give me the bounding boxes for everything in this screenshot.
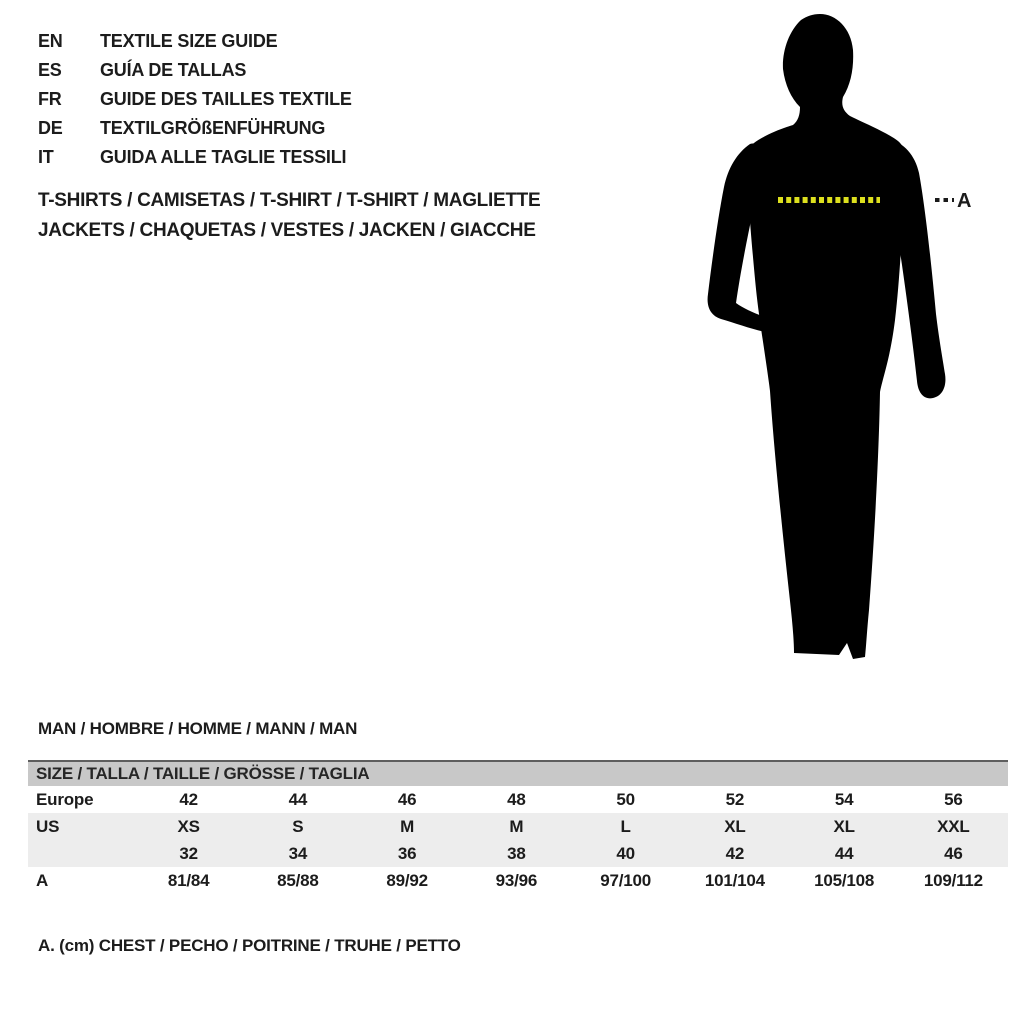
size-cell: L xyxy=(571,813,680,840)
language-code: IT xyxy=(38,147,54,167)
size-cell: 93/96 xyxy=(495,870,538,890)
row-label xyxy=(28,840,134,867)
man-silhouette-svg xyxy=(690,8,980,668)
size-cell: 89/92 xyxy=(386,870,428,890)
size-cell: M xyxy=(462,813,571,840)
size-cell: XXL xyxy=(899,813,1008,840)
category-line-tshirts: T-SHIRTS / CAMISETAS / T-SHIRT / T-SHIRT / MAGLIETTE xyxy=(38,190,541,211)
table-row-chest-a xyxy=(28,867,1008,894)
size-cell: 81/84 xyxy=(167,870,210,890)
language-row xyxy=(38,27,352,56)
size-table-header-row xyxy=(28,761,1008,786)
size-cell: 40 xyxy=(571,840,680,867)
row-label: Europe xyxy=(36,789,94,809)
size-cell: 44 xyxy=(288,789,308,809)
category-lines xyxy=(38,186,540,246)
section-title-man: MAN / HOMBRE / HOMME / MANN / MAN xyxy=(38,719,358,738)
category-line-jackets: JACKETS / CHAQUETAS / VESTES / JACKEN / GIACCHE xyxy=(38,220,536,241)
size-cell: 105/108 xyxy=(814,870,875,890)
language-code: EN xyxy=(38,31,63,51)
size-cell: 44 xyxy=(790,840,899,867)
size-cell: 54 xyxy=(834,789,854,809)
language-row xyxy=(38,143,352,172)
size-table-header: SIZE / TALLA / TAILLE / GRÖSSE / TAGLIA xyxy=(28,761,1008,786)
size-cell: 34 xyxy=(243,840,352,867)
row-label: US xyxy=(28,813,134,840)
size-cell: 50 xyxy=(616,789,635,809)
size-cell: 109/112 xyxy=(923,870,983,890)
size-cell: M xyxy=(353,813,462,840)
language-label: GUIDA ALLE TAGLIE TESSILI xyxy=(100,147,347,167)
man-silhouette-figure xyxy=(690,8,980,668)
language-row xyxy=(38,56,352,85)
table-row-europe xyxy=(28,786,1008,813)
size-cell: 101/104 xyxy=(704,870,765,890)
footnote-chest-measurement: A. (cm) CHEST / PECHO / POITRINE / TRUHE / PETTO xyxy=(38,936,461,955)
size-table xyxy=(28,760,1008,894)
language-code: FR xyxy=(38,89,62,109)
size-cell: XL xyxy=(790,813,899,840)
language-label: GUIDE DES TAILLES TEXTILE xyxy=(100,89,352,109)
size-cell: XL xyxy=(680,813,789,840)
measure-label-a: A xyxy=(957,190,972,212)
language-guide-list xyxy=(38,27,352,172)
size-cell: 46 xyxy=(397,789,417,809)
size-cell: XS xyxy=(134,813,243,840)
size-cell: 85/88 xyxy=(277,870,319,890)
language-row xyxy=(38,85,352,114)
row-label: A xyxy=(36,870,49,890)
size-cell: 36 xyxy=(353,840,462,867)
size-cell: 38 xyxy=(462,840,571,867)
size-cell: 42 xyxy=(680,840,789,867)
language-row xyxy=(38,114,352,143)
language-label: GUÍA DE TALLAS xyxy=(100,60,247,80)
size-cell: 32 xyxy=(134,840,243,867)
size-cell: 48 xyxy=(507,789,526,809)
language-code: DE xyxy=(38,118,63,138)
size-cell: 97/100 xyxy=(600,870,652,890)
size-cell: 42 xyxy=(179,789,198,809)
size-cell: 52 xyxy=(725,789,745,809)
language-label: TEXTILGRÖßENFÜHRUNG xyxy=(100,118,326,138)
size-cell: 56 xyxy=(944,789,963,809)
table-row-alt-sizes xyxy=(28,840,1008,867)
size-cell: 46 xyxy=(899,840,1008,867)
table-row-us xyxy=(28,813,1008,840)
language-label: TEXTILE SIZE GUIDE xyxy=(100,31,278,51)
man-body-path xyxy=(746,14,905,659)
language-code: ES xyxy=(38,60,62,80)
size-cell: S xyxy=(243,813,352,840)
